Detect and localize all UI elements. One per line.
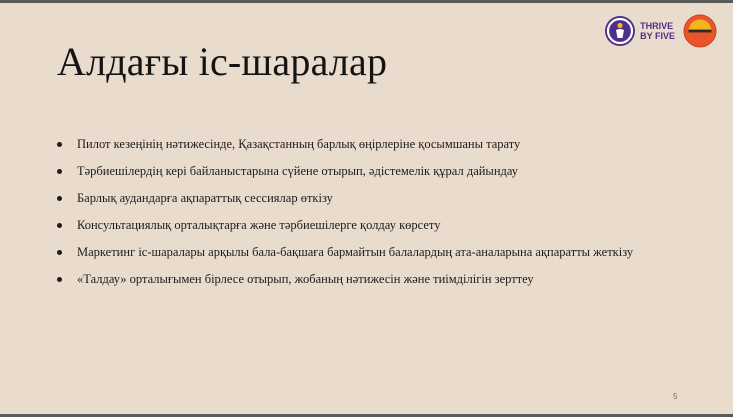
slide-title: Алдағы іс-шаралар xyxy=(57,39,388,84)
thrive-by-five-logo-icon xyxy=(605,16,635,46)
bullet-text: Пилот кезеңінің нәтижесінде, Қазақстанның барлық өңірлеріне қосымшаны тарату xyxy=(77,137,521,151)
bullet-item xyxy=(57,137,657,151)
bullet-dot xyxy=(57,223,62,228)
bullet-list xyxy=(57,137,657,299)
thrive-by-five-logo xyxy=(605,16,675,46)
bullet-dot xyxy=(57,142,62,147)
bullet-item xyxy=(57,218,657,232)
bullet-dot xyxy=(57,277,62,282)
bullet-item xyxy=(57,272,657,286)
thrive-by-five-line2: BY FIVE xyxy=(640,31,675,41)
bullet-item xyxy=(57,245,657,259)
foundation-logo-icon xyxy=(683,14,717,48)
thrive-by-five-wordmark xyxy=(640,21,675,41)
bullet-dot xyxy=(57,250,62,255)
thrive-by-five-line1: THRIVE xyxy=(640,21,674,31)
bullet-dot xyxy=(57,196,62,201)
bullet-text: Консультациялық орталықтарға және тәрбиешілерге қолдау көрсету xyxy=(77,218,441,232)
bullet-item xyxy=(57,191,657,205)
bullet-text: Маркетинг іс-шаралары арқылы бала-бақшаға бармайтын балалардың ата-аналарына ақпаратты жеткізу xyxy=(77,245,634,259)
bullet-item xyxy=(57,164,657,178)
bullet-dot xyxy=(57,169,62,174)
bullet-text: Барлық аудандарға ақпараттық сессиялар өткізу xyxy=(77,191,333,205)
top-border xyxy=(0,0,733,3)
bullet-text: Тәрбиешілердің кері байланыстарына сүйене отырып, әдістемелік құрал дайындау xyxy=(77,164,519,178)
logo-area xyxy=(605,14,717,48)
page-number: 5 xyxy=(673,392,678,401)
bullet-text: «Талдау» орталығымен бірлесе отырып, жобаның нәтижесін және тиімділігін зерттеу xyxy=(77,272,534,286)
